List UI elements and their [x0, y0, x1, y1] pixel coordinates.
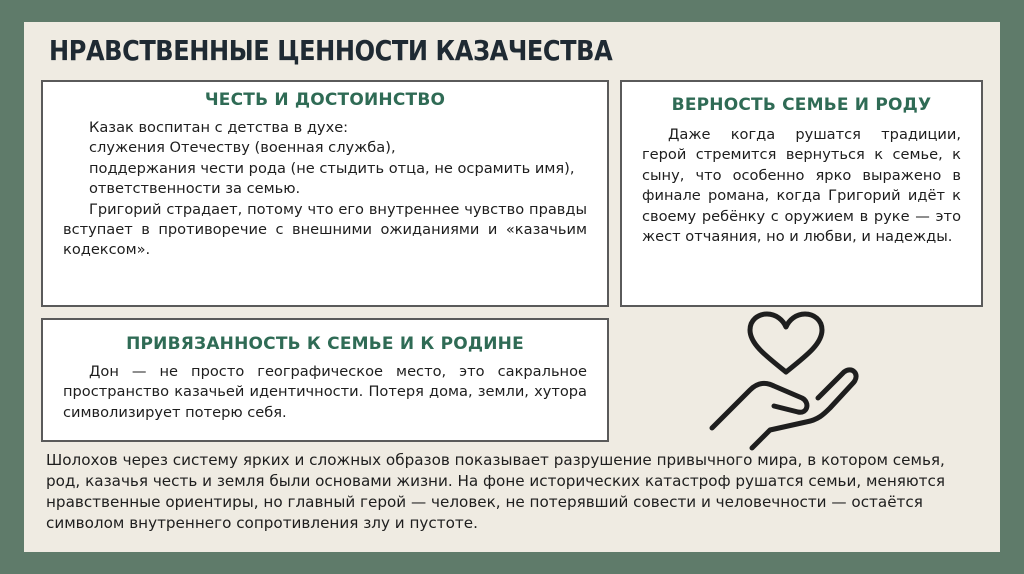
summary-text: Шолохов через систему ярких и сложных образов показывает разрушение привычного мира, в котором семья, род, казачья честь и земля были основами жизни. На фоне исторических катастроф рушатся семьи, меняются нравственные ориентиры, но главный герой — человек, не потерявший совести и человечности — остаётся символом внутреннего сопротивления злу и пустоте.	[46, 451, 946, 532]
honor-intro: Казак воспитан с детства в духе:	[89, 119, 349, 136]
honor-card	[41, 80, 609, 307]
loyalty-card	[620, 80, 983, 307]
attachment-text: Дон — не просто географическое место, это сакральное пространство казачьей идентичности. Потеря дома, земли, хутора символизирует потерю себя.	[63, 363, 587, 421]
heart-in-hand-icon	[706, 310, 866, 458]
honor-item: поддержания чести рода (не стыдить отца, не осрамить имя),	[89, 159, 575, 177]
loyalty-heading: ВЕРНОСТЬ СЕМЬЕ И РОДУ	[671, 95, 932, 115]
attachment-card	[41, 318, 609, 442]
honor-item: служения Отечеству (военная служба),	[89, 139, 396, 157]
slide	[24, 22, 1000, 552]
honor-item: ответственности за семью.	[89, 180, 301, 198]
honor-text: Григорий страдает, потому что его внутреннее чувство правды вступает в противоречие с внешними ожиданиями и «казачьим кодексом».	[63, 200, 587, 259]
page-title: НРАВСТВЕННЫЕ ЦЕННОСТИ КАЗАЧЕСТВА	[49, 34, 613, 67]
attachment-heading: ПРИВЯЗАННОСТЬ К СЕМЬЕ И К РОДИНЕ	[126, 334, 524, 354]
loyalty-text: Даже когда рушатся традиции, герой стремится вернуться к семье, к сыну, что особенно ярко выражено в финале романа, когда Григорий идёт к своему ребёнку с оружием в руке — это жест отчаяния, но и любви, и надежды.	[642, 126, 961, 246]
honor-heading: ЧЕСТЬ И ДОСТОИНСТВО	[204, 90, 446, 110]
